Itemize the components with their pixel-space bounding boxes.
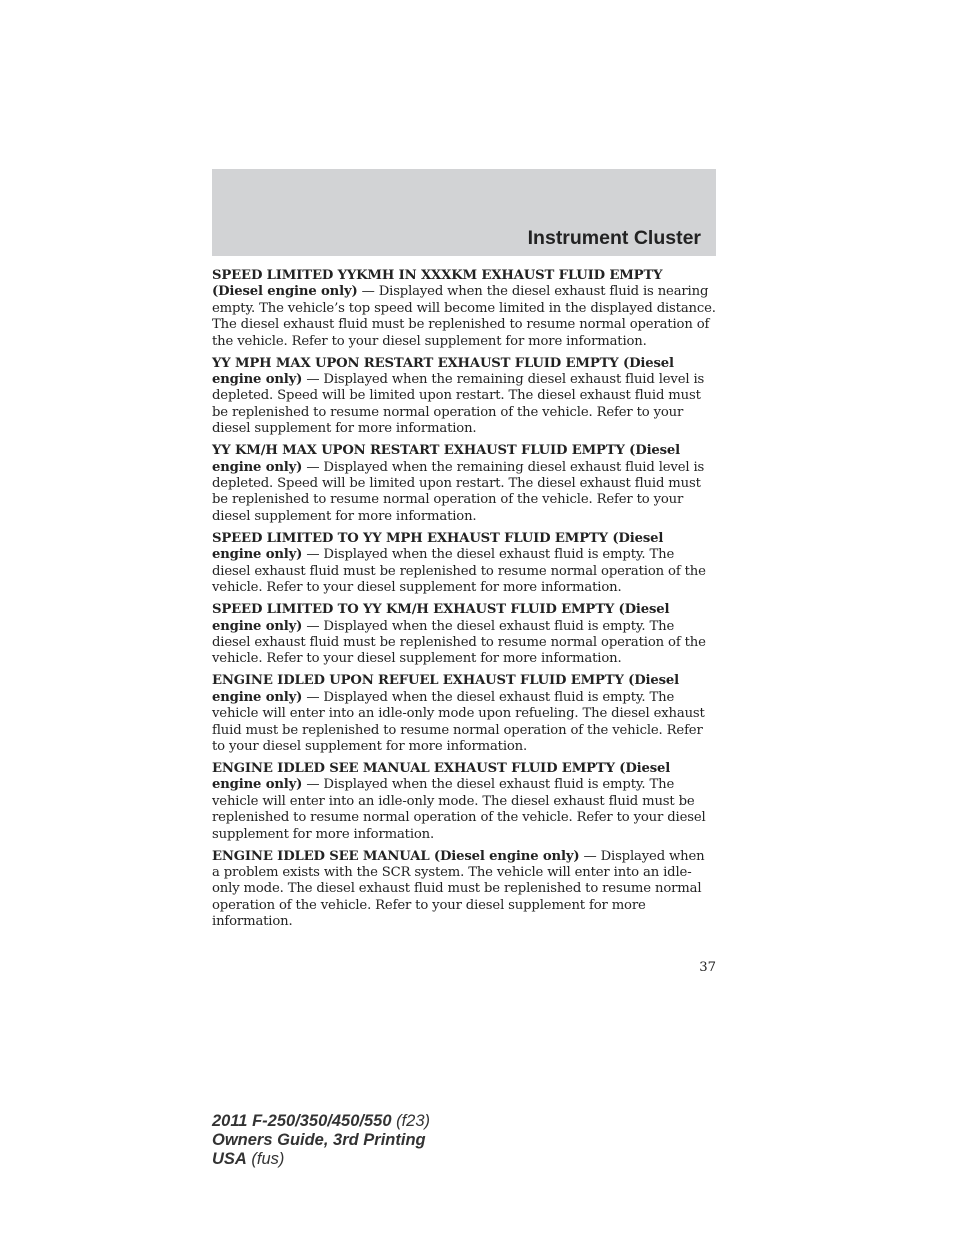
footer-model: 2011 F-250/350/450/550 [212, 1112, 392, 1130]
message-description: — Displayed when the diesel exhaust fluid is empty. The vehicle will enter into an idle-only mode upon refueling. The diesel exhaust fluid must be replenished to resume normal operation of the vehicle. Refer to your diesel supplement for more information. [212, 689, 705, 754]
message-description: — Displayed when the remaining diesel exhaust fluid level is depleted. Speed will be limited upon restart. The diesel exhaust fluid must be replenished to resume normal operation of the vehicle. Refer to your diesel supplement for more information. [212, 372, 705, 437]
message-entry [212, 356, 716, 438]
message-list [212, 268, 716, 936]
message-description: — Displayed when the diesel exhaust fluid is nearing empty. The vehicle’s top speed will become limited in the displayed distance. The diesel exhaust fluid must be replenished to resume normal operation of the vehicle. Refer to your diesel supplement for more information. [212, 284, 716, 349]
footer-region-line [212, 1150, 430, 1169]
document-footer [212, 1112, 430, 1169]
message-entry [212, 761, 716, 843]
message-term: ENGINE IDLED SEE MANUAL (Diesel engine only) [212, 848, 580, 864]
message-term: SPEED LIMITED TO YY MPH EXHAUST FLUID EMPTY (Diesel engine only) [212, 530, 664, 563]
section-header-band [212, 169, 716, 256]
footer-model-code: (f23) [391, 1112, 431, 1130]
message-description: — Displayed when the remaining diesel exhaust fluid level is depleted. Speed will be limited upon restart. The diesel exhaust fluid must be replenished to resume normal operation of the vehicle. Refer to your diesel supplement for more information. [212, 459, 705, 524]
message-entry [212, 849, 716, 931]
page-number: 37 [699, 960, 716, 975]
message-description: — Displayed when a problem exists with the SCR system. The vehicle will enter into an idle-only mode. The diesel exhaust fluid must be replenished to resume normal operation of the vehicle. Refer to your diesel supplement for more information. [212, 848, 705, 930]
message-entry [212, 443, 716, 525]
message-term: SPEED LIMITED YYKMH IN XXXKM EXHAUST FLUID EMPTY (Diesel engine only) [212, 268, 663, 300]
footer-region-code: (fus) [246, 1150, 285, 1168]
message-term: SPEED LIMITED TO YY KM/H EXHAUST FLUID EMPTY (Diesel engine only) [212, 602, 670, 634]
message-description: — Displayed when the diesel exhaust fluid is empty. The diesel exhaust fluid must be replenished to resume normal operation of the vehicle. Refer to your diesel supplement for more information. [212, 547, 706, 596]
message-term: ENGINE IDLED SEE MANUAL EXHAUST FLUID EMPTY (Diesel engine only) [212, 760, 671, 793]
message-term: YY KM/H MAX UPON RESTART EXHAUST FLUID EMPTY (Diesel engine only) [212, 443, 681, 475]
section-title: Instrument Cluster [527, 227, 701, 249]
message-entry [212, 602, 716, 668]
footer-region: USA [212, 1150, 247, 1168]
message-entry [212, 268, 716, 350]
message-description: — Displayed when the diesel exhaust fluid is empty. The diesel exhaust fluid must be replenished to resume normal operation of the vehicle. Refer to your diesel supplement for more information. [212, 618, 706, 667]
footer-guide-line: Owners Guide, 3rd Printing [212, 1131, 426, 1149]
message-term: ENGINE IDLED UPON REFUEL EXHAUST FLUID EMPTY (Diesel engine only) [212, 673, 680, 705]
footer-model-line [212, 1112, 430, 1131]
message-entry [212, 673, 716, 755]
message-entry [212, 531, 716, 597]
message-term: YY MPH MAX UPON RESTART EXHAUST FLUID EMPTY (Diesel engine only) [212, 355, 674, 388]
message-description: — Displayed when the diesel exhaust fluid is empty. The vehicle will enter into an idle-only mode. The diesel exhaust fluid must be replenished to resume normal operation of the vehicle. Refer to your diesel supplement for more information. [212, 777, 706, 842]
